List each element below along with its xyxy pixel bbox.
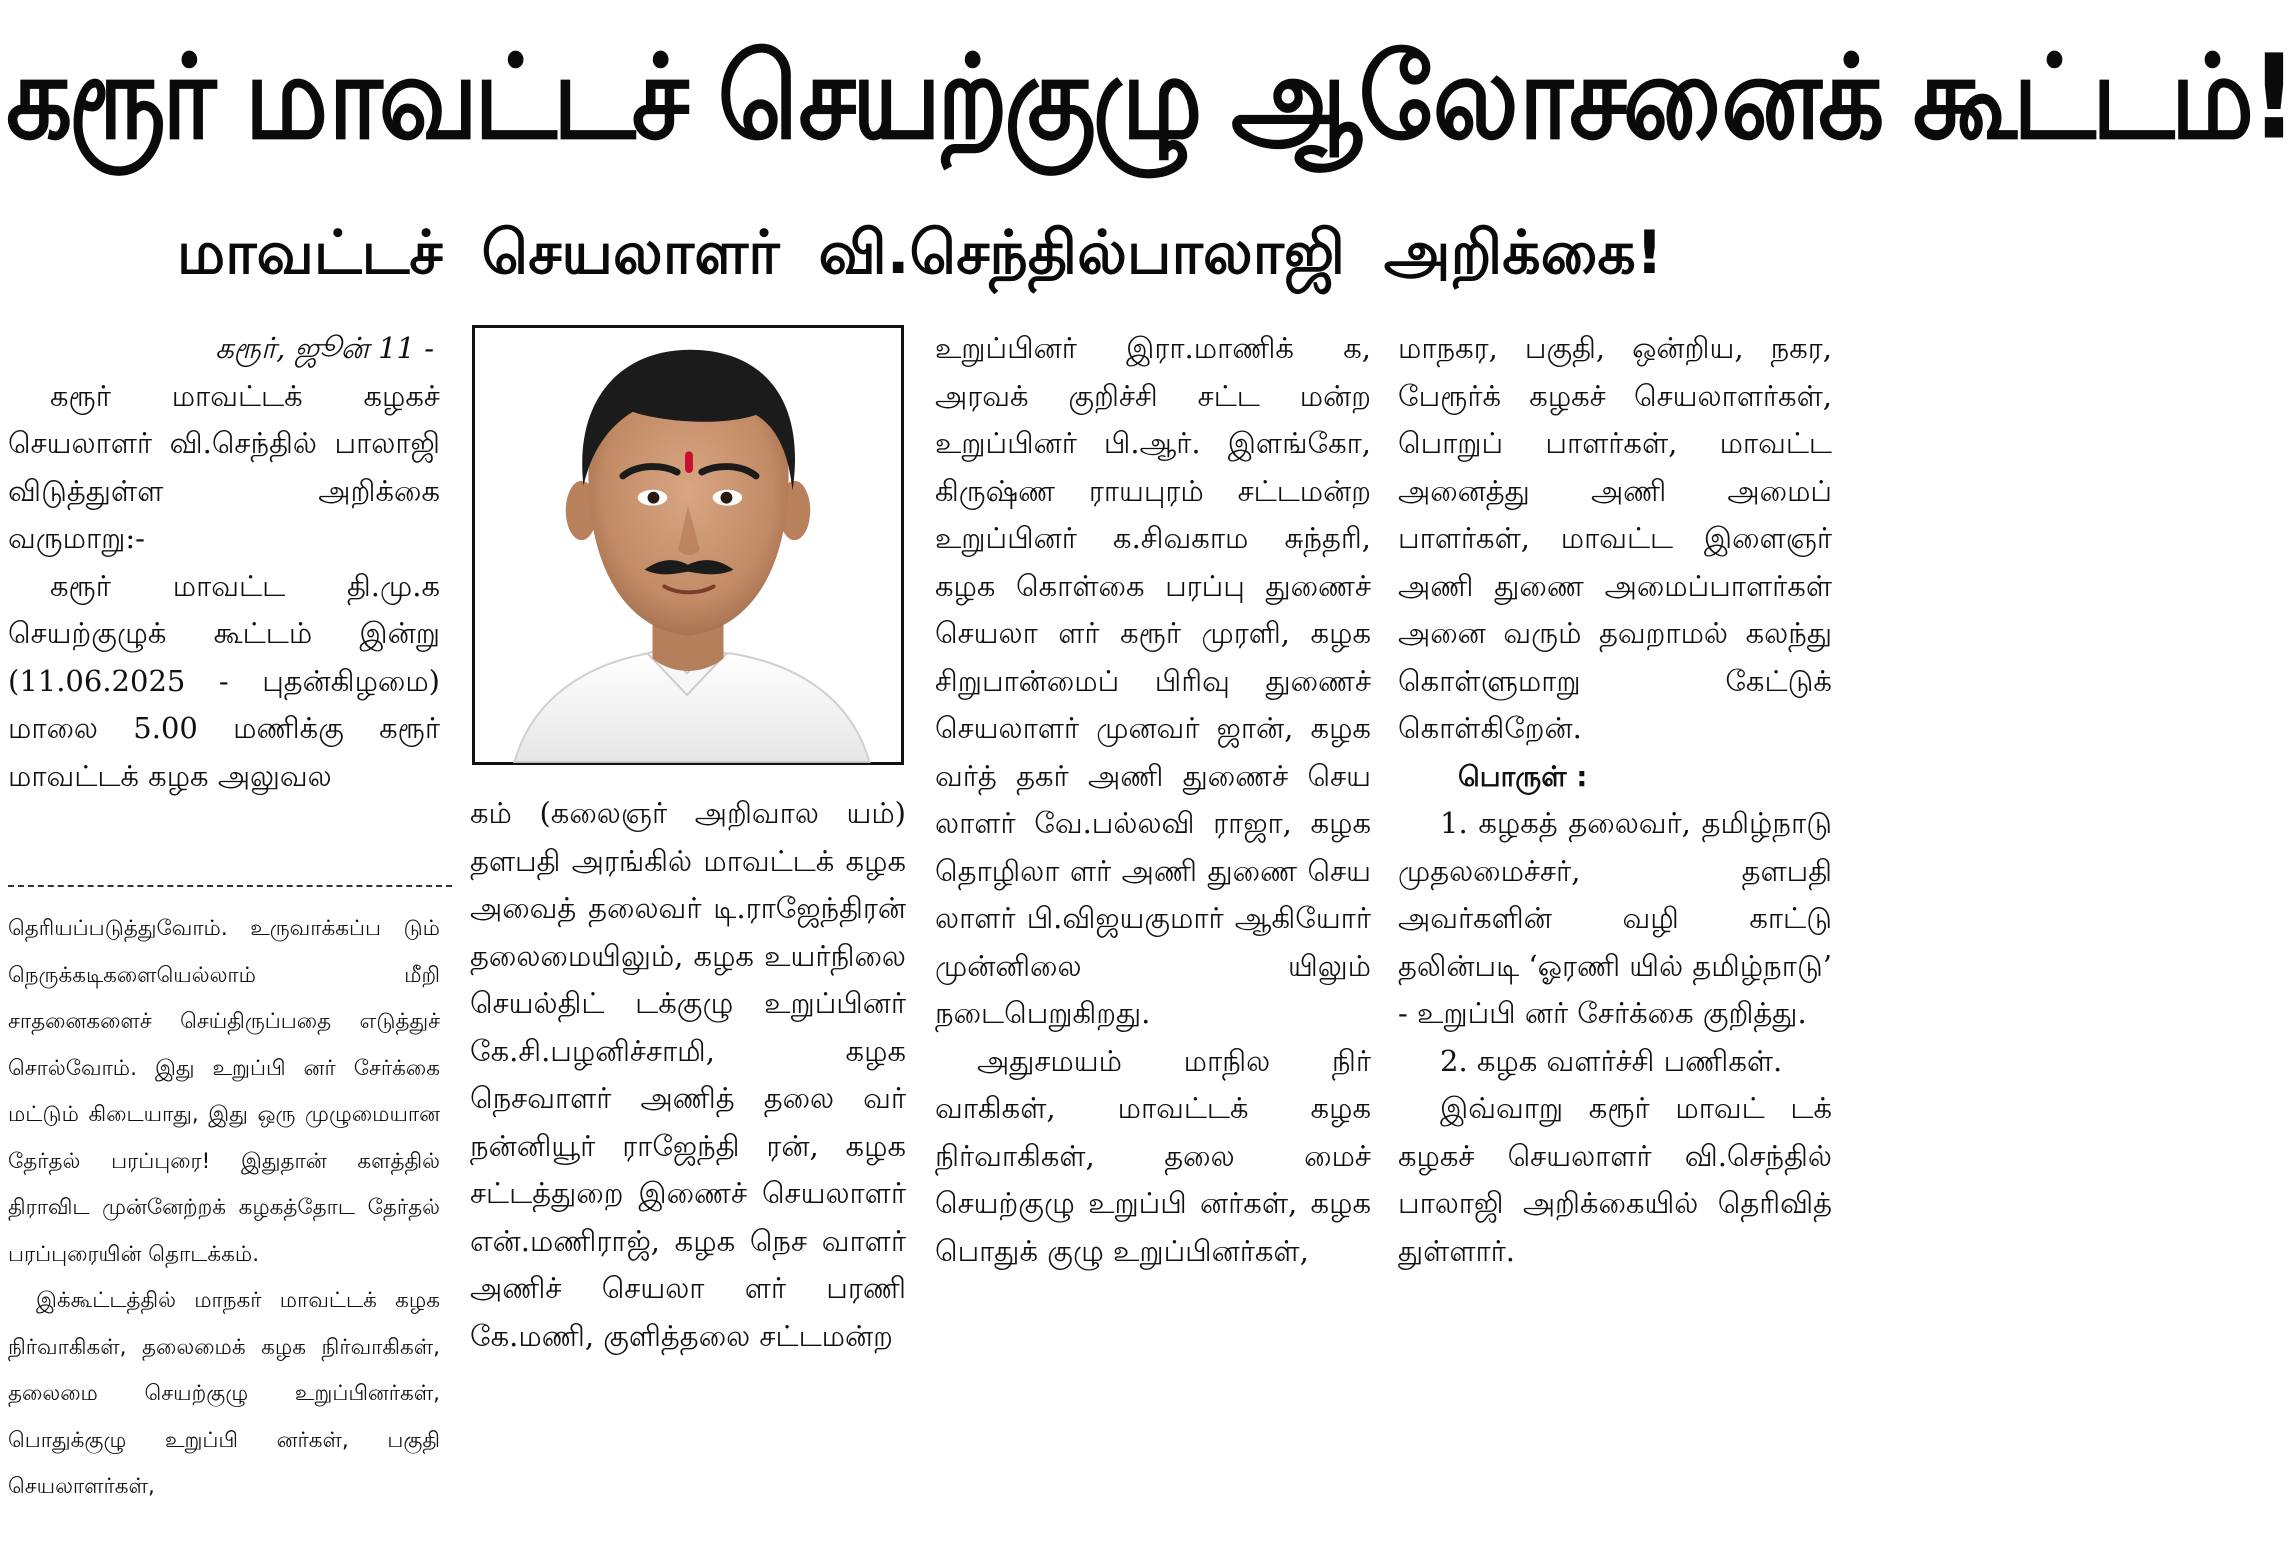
headline: கரூர் மாவட்டச் செயற்குழு ஆலோசனைக் கூட்டம்! (6, 28, 2294, 166)
column-1-top (8, 325, 440, 865)
article-paragraph: அதுசமயம் மாநில நிர் வாகிகள், மாவட்டக் கழக நிர்வாகிகள், தலை மைச் செயற்குழு உறுப்பி னர்கள், கழக பொதுக் குழு உறுப்பினர்கள், (935, 1043, 1371, 1268)
column-3 (935, 325, 1371, 1558)
closing-paragraph: இவ்வாறு கரூர் மாவட் டக் கழகச் செயலாளர் வி.செந்தில் பாலாஜி அறிக்கையில் தெரிவித் துள்ளார். (1398, 1091, 1832, 1268)
column-2 (470, 790, 906, 1558)
subject-heading: பொருள் : (1458, 759, 1588, 793)
column-4 (1398, 325, 1832, 1558)
article-paragraph: கரூர் மாவட்டக் கழகச் செயலாளர் வி.செந்தில் பாலாஜி விடுத்துள்ள அறிக்கை வருமாறு:- (8, 378, 440, 555)
article-paragraph: கம் (கலைஞர் அறிவால யம்) தளபதி அரங்கில் மாவட்டக் கழக அவைத் தலைவர் டி.ராஜேந்திரன் தலைமையிலும், கழக உயர்நிலை செயல்திட் டக்குழு உறுப்பினர் கே.சி.பழனிச்சாமி, கழக நெசவாளர் அணித் தலை வர் நன்னியூர் ராஜேந்தி ரன், கழக சட்டத்துறை இணைச் செயலாளர் என்.மணிராஜ், கழக நெச வாளர் அணிச் செயலா ளர் பரணி கே.மணி, குளித்தலை சட்டமன்ற (470, 796, 906, 1353)
agenda-item-1: 1. கழகத் தலைவர், தமிழ்நாடு முதலமைச்சர், தளபதி அவர்களின் வழி காட்டு தலின்படி ‘ஓரணி யில் தமிழ்நாடு’ - உறுப்பி னர் சேர்க்கை குறித்து. (1398, 806, 1832, 1030)
portrait-photo (472, 325, 904, 765)
article-paragraph: தெரியப்படுத்துவோம். உருவாக்கப்ப டும் நெருக்கடிகளையெல்லாம் மீறி சாதனைகளைச் செய்திருப்பதை எடுத்துச் சொல்வோம். இது உறுப்பி னர் சேர்க்கை மட்டும் கிடையாது, இது ஒரு முழுமையான தேர்தல் பரப்புரை! இதுதான் களத்தில் திராவிட முன்னேற்றக் கழகத்தோட தேர்தல் பரப்புரையின் தொடக்கம். (8, 916, 440, 1267)
column-1-bottom (8, 906, 440, 1558)
portrait-illustration (475, 328, 901, 762)
subheadline: மாவட்டச் செயலாளர் வி.செந்தில்பாலாஜி அறிக்கை! (176, 218, 1664, 288)
agenda-item-2: 2. கழக வளர்ச்சி பணிகள். (1440, 1043, 1783, 1078)
article-paragraph: இக்கூட்டத்தில் மாநகர் மாவட்டக் கழக நிர்வாகிகள், தலைமைக் கழக நிர்வாகிகள், தலைமை செயற்குழு உறுப்பினர்கள், பொதுக்குழு உறுப்பி னர்கள், பகுதி செயலாளர்கள், (8, 1288, 440, 1499)
column-divider (8, 885, 452, 887)
article-paragraph: உறுப்பினர் இரா.மாணிக் க, அரவக் குறிச்சி சட்ட மன்ற உறுப்பினர் பி.ஆர். இளங்கோ, கிருஷ்ண ராயபுரம் சட்டமன்ற உறுப்பினர் க.சிவகாம சுந்தரி, கழக கொள்கை பரப்பு துணைச் செயலா ளர் கரூர் முரளி, கழக சிறுபான்மைப் பிரிவு துணைச் செயலாளர் முனவர் ஜான், கழக வர்த் தகர் அணி துணைச் செய லாளர் வே.பல்லவி ராஜா, கழக தொழிலா ளர் அணி துணை செய லாளர் பி.விஜயகுமார் ஆகியோர் முன்னிலை யிலும் நடைபெறுகிறது. (935, 331, 1371, 1030)
dateline: கரூர், ஜூன் 11 - (215, 331, 434, 365)
article-paragraph: கரூர் மாவட்ட தி.மு.க செயற்குழுக் கூட்டம் இன்று (11.06.2025 - புதன்கிழமை) மாலை 5.00 மணிக்கு கரூர் மாவட்டக் கழக அலுவல (8, 568, 440, 793)
article-paragraph: மாநகர, பகுதி, ஒன்றிய, நகர, பேரூர்க் கழகச் செயலாளர்கள், பொறுப் பாளர்கள், மாவட்ட அனைத்து அணி அமைப் பாளர்கள், மாவட்ட இளைஞர் அணி துணை அமைப்பாளர்கள் அனை வரும் தவறாமல் கலந்து கொள்ளுமாறு கேட்டுக் கொள்கிறேன். (1398, 331, 1832, 745)
